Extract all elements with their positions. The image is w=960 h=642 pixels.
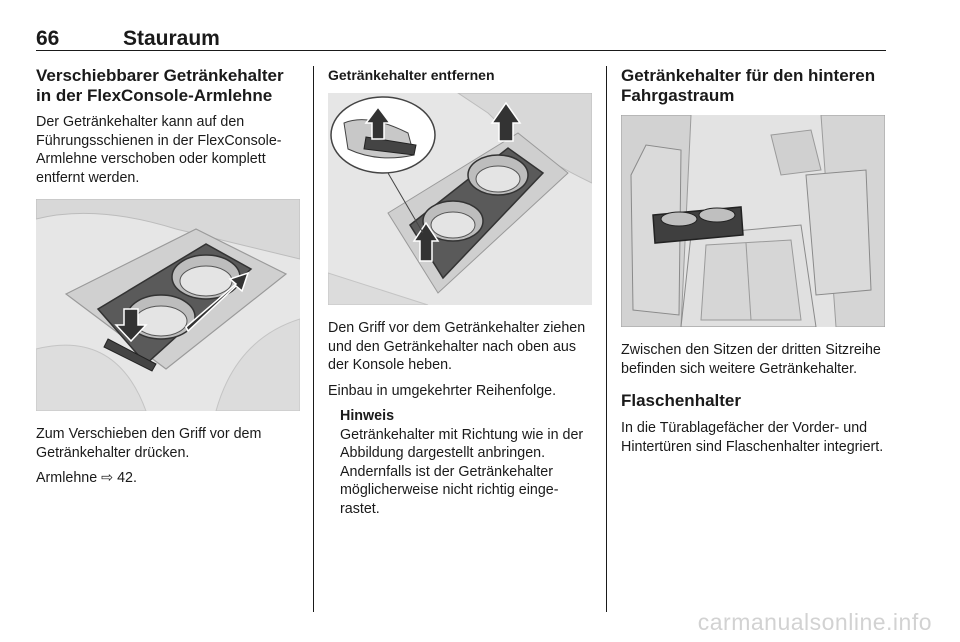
rear-cupholder-text: Zwischen den Sitzen der dritten Sitzreihe befinden sich weitere Getränkehalter. [621,342,881,377]
column-rear-cupholder [621,66,885,456]
armrest-reference[interactable]: Armlehne ⇨ 42. [36,470,137,486]
section-heading: Getränkehalter für den hinteren Fahrgastraum [621,66,876,105]
note-box [340,407,592,518]
cupholder-slide-illustration [36,199,300,411]
bottle-holder-heading: Flaschenhalter [621,391,741,410]
rear-seat-cupholder-illustration [621,115,885,327]
column-divider [606,66,607,612]
page-header [36,28,886,51]
watermark: carmanualsonline.info [697,609,932,635]
page-number: 66 [36,27,60,50]
column-divider [313,66,314,612]
section-heading: Getränkehalter entfernen [328,67,495,83]
column-flexconsole [36,66,300,488]
remove-instruction: Den Griff vor dem Getränkehalter ziehen und den Getränkehalter nach oben aus der Konsole heben. [328,320,586,373]
bottle-holder-text: In die Türablagefächer der Vorder- und Hintertüren sind Flaschenhalter integriert. [621,420,884,455]
note-text: Getränkehalter mit Richtung wie in der Abbildung dargestellt anbringen. Andernfalls ist der Getränkehalter möglicherweise nicht richtig eingerastet. [340,426,584,517]
page-title: Stauraum [123,27,220,50]
intro-paragraph: Der Getränkehalter kann auf den Führungsschienen in der FlexConsole-Armlehne verschoben oder komplett entfernt werden. [36,114,282,186]
column-remove-cupholder [328,66,592,518]
slide-instruction: Zum Verschieben den Griff vor dem Getränkehalter drücken. [36,426,262,461]
cupholder-remove-illustration [328,93,592,305]
install-instruction: Einbau in umgekehrter Reihenfolge. [328,382,557,399]
note-title: Hinweis [340,408,395,424]
section-heading: Verschiebbarer Getränkehalter in der FlexConsole-Armlehne [36,66,284,105]
